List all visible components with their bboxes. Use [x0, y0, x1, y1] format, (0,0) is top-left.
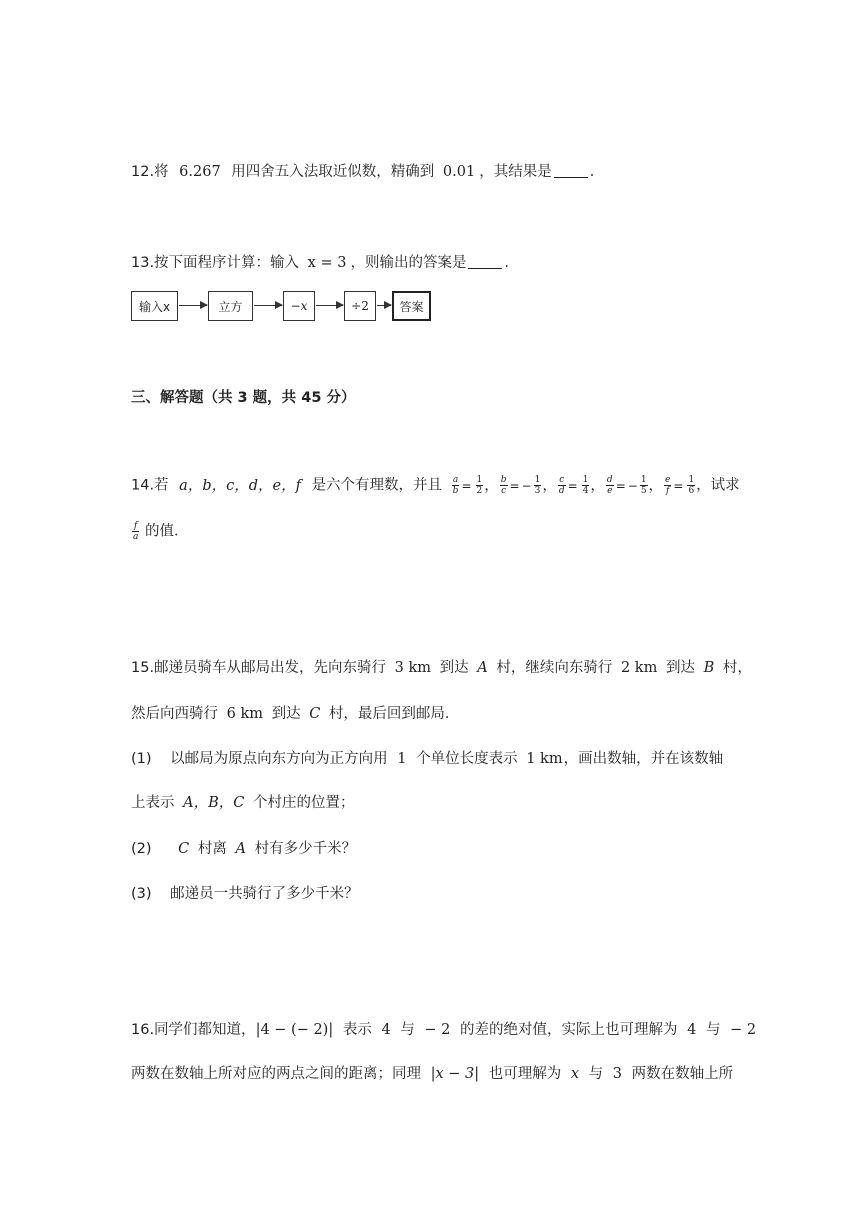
q13-end: ． [504, 255, 519, 271]
number: 4 [381, 1022, 391, 1038]
number: − 2 [730, 1022, 757, 1038]
question-15-part1 [131, 749, 723, 769]
text: 与 [588, 1066, 604, 1082]
village-label: B [703, 660, 715, 676]
question-15-line1 [131, 658, 752, 678]
equals-sign: = [567, 478, 578, 493]
part-label: (1) [131, 751, 152, 767]
text: 到达 [665, 660, 695, 676]
text: 然后向西骑行 [131, 706, 218, 722]
ratio-equation [605, 475, 649, 496]
text: 15.邮递员骑车从邮局出发，先向东骑行 [131, 660, 387, 676]
math-expr: |x − 3| [430, 1066, 480, 1082]
ratio-equation [499, 475, 543, 496]
number: 3 [612, 1066, 623, 1082]
distance: 6 km [226, 706, 263, 722]
q12-end: ． [589, 164, 605, 180]
flow-box-divide: ÷2 [344, 291, 376, 321]
minus-sign: − [521, 478, 532, 493]
number: 4 [687, 1022, 697, 1038]
text: ，画出数轴，并在该数轴 [563, 751, 724, 767]
flow-box-negate: −x [283, 291, 315, 321]
text: 村， [722, 660, 752, 676]
value-fraction [640, 475, 648, 496]
ratio-den: c [501, 486, 507, 496]
value-num: 1 [582, 475, 589, 485]
equals-sign: = [509, 478, 520, 493]
text: 也可理解为 [488, 1066, 562, 1082]
answer-blank [554, 163, 588, 178]
value-fraction [687, 475, 695, 496]
separator: ， [542, 477, 557, 494]
value-den: 3 [534, 486, 541, 496]
q14-suffix: ，试求 [696, 477, 740, 494]
value-fraction [476, 475, 484, 496]
flow-arrow [316, 305, 343, 306]
question-12 [131, 162, 604, 182]
text: 与 [400, 1022, 415, 1038]
value-num: 1 [688, 475, 695, 485]
value-fraction [582, 475, 590, 496]
text: 个单位长度表示 [416, 751, 518, 767]
flow-box-answer: 答案 [392, 291, 431, 321]
ratio-equation [557, 475, 591, 496]
ratio-num: c [559, 475, 565, 485]
text: 到达 [439, 660, 469, 676]
ask-num: f [132, 521, 139, 532]
text: 以邮局为原点向东方向为正方向用 [170, 751, 388, 767]
q14-ask-text: 的值． [144, 523, 189, 540]
text: 16.同学们都知道， [131, 1022, 256, 1038]
q13-prefix: 13.按下面程序计算：输入 [131, 255, 300, 271]
ratio-fraction [664, 475, 671, 496]
flow-box-input: 输入x [131, 291, 178, 321]
text: 个村庄的位置； [252, 795, 355, 811]
part-label: (2) [131, 841, 152, 857]
ratio-num: d [606, 475, 613, 485]
ratio-equation [663, 475, 696, 496]
village-label: A [477, 660, 488, 676]
value-den: 6 [688, 486, 695, 496]
value-den: 2 [476, 486, 483, 496]
q12-mid: 用四舍五入法取近似数，精确到 [231, 164, 435, 180]
ratio-fraction [500, 475, 508, 496]
question-15-part2 [131, 839, 356, 859]
q12-number: 6.267 [179, 164, 221, 180]
text: 的差的绝对值，实际上也可理解为 [460, 1022, 678, 1038]
q14-prefix: 14.若 [131, 477, 169, 494]
ask-fraction [132, 521, 139, 542]
text: 村，继续向东骑行 [496, 660, 613, 676]
village-label: C [178, 841, 190, 857]
question-14-cont [131, 521, 188, 542]
text: 上表示 [131, 795, 175, 811]
text: 表示 [342, 1022, 372, 1038]
value-num: 1 [640, 475, 647, 485]
q14-vars: a，b，c，d，e，f [179, 477, 301, 494]
ratio-num: e [665, 475, 671, 485]
value-num: 1 [476, 475, 483, 485]
question-15-line2 [131, 704, 459, 724]
separator: ， [484, 477, 499, 494]
minus-sign: − [627, 478, 638, 493]
distance: 3 km [394, 660, 432, 676]
variable: x [570, 1066, 580, 1082]
ratio-den: b [452, 486, 459, 496]
value-fraction [534, 475, 542, 496]
q12-precision: 0.01 [442, 164, 476, 180]
question-16-line2 [131, 1064, 733, 1084]
ratio-fraction [606, 475, 614, 496]
q14-equations [451, 475, 697, 496]
part-label: (3) [131, 886, 152, 902]
q14-mid: 是六个有理数，并且 [311, 477, 443, 494]
value-num: 1 [534, 475, 541, 485]
equals-sign: = [673, 478, 684, 493]
text: 两数在数轴上所对应的两点之间的距离；同理 [131, 1066, 421, 1082]
q13-suffix: ，则输出的答案是 [350, 255, 467, 271]
section-title: 三、解答题（共 3 题，共 45 分） [131, 390, 356, 406]
ratio-num: b [500, 475, 507, 485]
q12-suffix: ，其结果是 [479, 164, 552, 180]
ratio-den: e [607, 486, 613, 496]
number: 1 [397, 751, 407, 767]
question-13 [131, 253, 519, 273]
village-label: C [309, 706, 321, 722]
distance: 2 km [620, 660, 658, 676]
program-flowchart [131, 289, 436, 325]
text: 村有多少千米？ [254, 841, 357, 857]
ratio-num: a [452, 475, 459, 485]
ratio-den: f [666, 486, 670, 496]
text: 两数在数轴上所 [631, 1066, 734, 1082]
ratio-den: d [558, 486, 565, 496]
question-16-line1 [131, 1020, 756, 1040]
equals-sign: = [615, 478, 626, 493]
question-15-part3 [131, 884, 359, 904]
text: 邮递员一共骑行了多少千米？ [170, 886, 359, 902]
q12-prefix: 12.将 [131, 164, 169, 180]
separator: ， [648, 477, 664, 494]
ask-den: a [133, 532, 139, 542]
question-15-part1-cont [131, 793, 354, 813]
distance: 1 km [526, 751, 563, 767]
ratio-fraction [452, 475, 460, 496]
equals-sign: = [461, 478, 472, 493]
text: 村离 [197, 841, 227, 857]
question-14 [131, 475, 740, 496]
number: − 2 [424, 1022, 451, 1038]
flow-arrow [179, 305, 207, 306]
ratio-fraction [558, 475, 566, 496]
text: 村，最后回到邮局． [328, 706, 460, 722]
q13-expr: x = 3 [307, 255, 347, 271]
flow-box-cube: 立方 [208, 291, 253, 321]
text: 与 [705, 1022, 721, 1038]
math-expr: |4 − (− 2)| [255, 1022, 334, 1038]
answer-blank [468, 254, 502, 269]
village-label: A [235, 841, 246, 857]
text: 到达 [271, 706, 301, 722]
value-den: 4 [582, 486, 589, 496]
value-den: 5 [640, 486, 647, 496]
flow-arrow [377, 305, 391, 306]
village-labels: A，B，C [183, 795, 245, 811]
separator: ， [590, 477, 605, 494]
ratio-equation [451, 475, 485, 496]
flow-arrow [254, 305, 282, 306]
